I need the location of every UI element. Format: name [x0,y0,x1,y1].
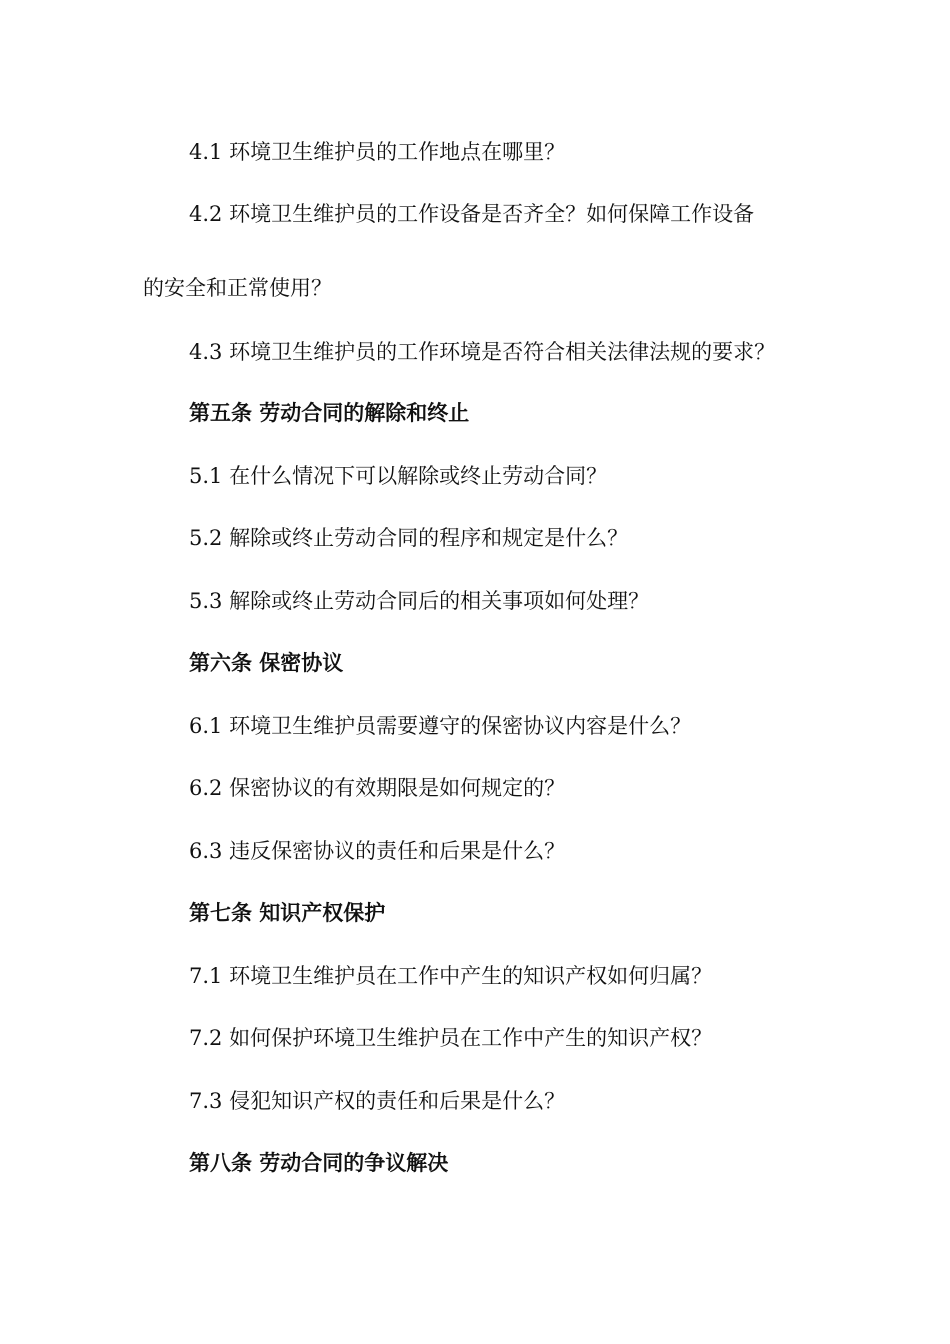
clause-7-1: 7.1 环境卫生维护员在工作中产生的知识产权如何归属？ [189,964,713,988]
section-heading-8: 第八条 劳动合同的争议解决 [189,1151,449,1175]
clause-4-2: 4.2 环境卫生维护员的工作设备是否齐全？如何保障工作设备 [189,202,755,226]
section-heading-5: 第五条 劳动合同的解除和终止 [189,401,470,425]
clause-5-1: 5.1 在什么情况下可以解除或终止劳动合同？ [189,464,608,488]
section-heading-6: 第六条 保密协议 [189,651,344,675]
clause-6-2: 6.2 保密协议的有效期限是如何规定的？ [189,776,566,800]
clause-7-2: 7.2 如何保护环境卫生维护员在工作中产生的知识产权？ [189,1026,713,1050]
clause-4-3: 4.3 环境卫生维护员的工作环境是否符合相关法律法规的要求？ [189,340,776,364]
clause-4-2-continuation: 的安全和正常使用？ [143,276,332,300]
clause-7-3: 7.3 侵犯知识产权的责任和后果是什么？ [189,1089,566,1113]
clause-4-1: 4.1 环境卫生维护员的工作地点在哪里？ [189,140,566,164]
clause-5-3: 5.3 解除或终止劳动合同后的相关事项如何处理？ [189,589,650,613]
clause-5-2: 5.2 解除或终止劳动合同的程序和规定是什么？ [189,526,629,550]
clause-6-1: 6.1 环境卫生维护员需要遵守的保密协议内容是什么？ [189,714,692,738]
clause-6-3: 6.3 违反保密协议的责任和后果是什么？ [189,839,566,863]
section-heading-7: 第七条 知识产权保护 [189,901,386,925]
